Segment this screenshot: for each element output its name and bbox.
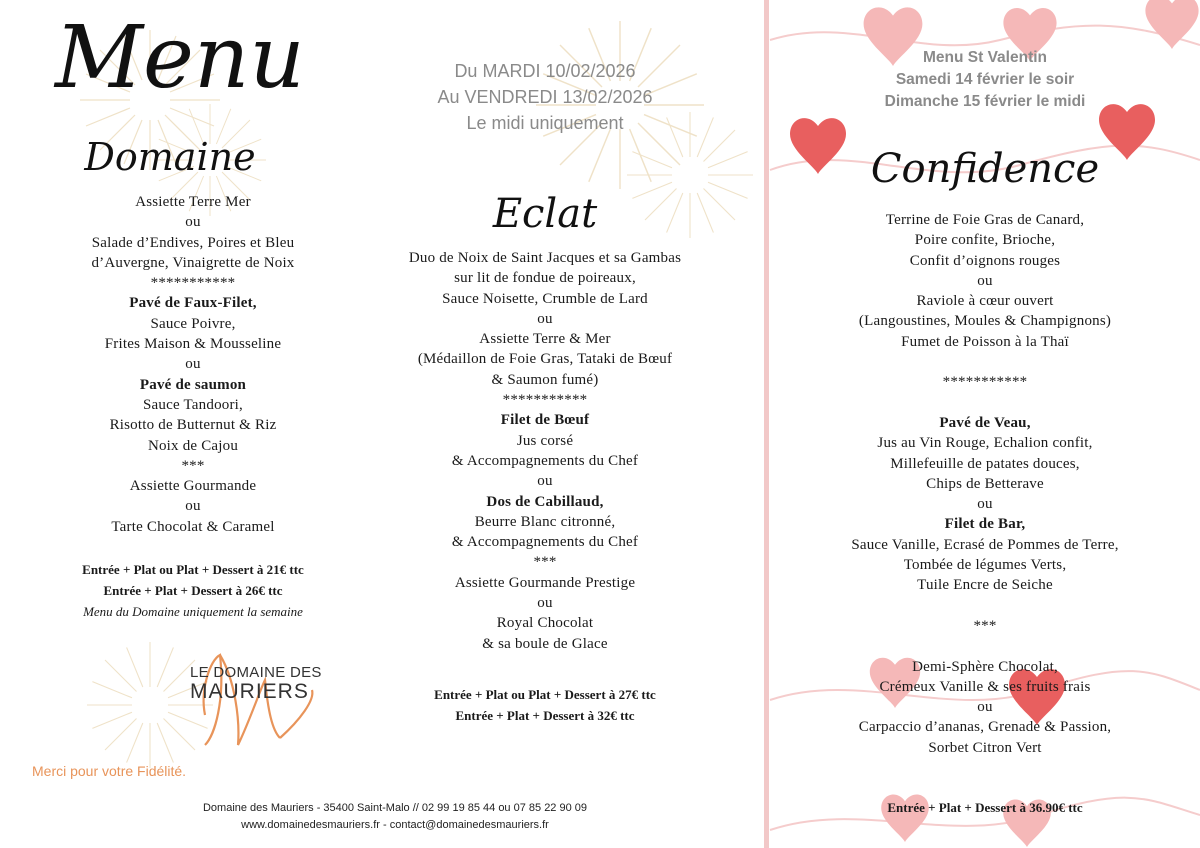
menu-item: *** — [533, 554, 557, 571]
menu-item: *********** — [942, 374, 1028, 391]
menu-item: ou — [537, 473, 553, 490]
eclat-title: Eclat — [492, 191, 598, 237]
footer — [100, 800, 690, 834]
menu-item: Pavé de saumon — [139, 376, 247, 393]
confidence-title: Confidence — [870, 146, 1100, 192]
menu-item: Dos de Cabillaud, — [486, 493, 604, 510]
menu-item: & Accompagnements du Chef — [451, 534, 639, 551]
menu-item: Salade d’Endives, Poires et Bleu — [91, 234, 295, 251]
brand-logo — [190, 664, 340, 704]
menu-title: Menu — [55, 8, 305, 108]
menu-item: & sa boule de Glace — [482, 635, 608, 652]
menu-item: Frites Maison & Mousseline — [104, 336, 282, 353]
valentine-saturday: Samedi 14 février le soir — [895, 71, 1075, 88]
menu-item: ou — [977, 272, 993, 289]
logo-line-2: MAURIERS — [190, 680, 309, 703]
menu-item: Carpaccio d’ananas, Grenade & Passion, — [858, 719, 1112, 736]
menu-item: Raviole à cœur ouvert — [916, 293, 1054, 310]
menu-item: Sauce Vanille, Ecrasé de Pommes de Terre, — [851, 536, 1119, 553]
footer-web: www.domainedesmauriers.fr - contact@domainedesmauriers.fr — [241, 819, 549, 831]
domaine-price-1: Entrée + Plat ou Plat + Dessert à 21€ ttc — [82, 562, 304, 577]
menu-item: ou — [185, 498, 201, 515]
menu-item: Assiette Gourmande Prestige — [454, 574, 636, 591]
menu-item — [770, 393, 1200, 413]
date-to: Au VENDREDI 13/02/2026 — [437, 87, 653, 107]
menu-item: (Langoustines, Moules & Champignons) — [858, 313, 1112, 330]
menu-item: Pavé de Faux-Filet, — [129, 295, 257, 312]
menu-item: Confit d’oignons rouges — [909, 252, 1061, 269]
menu-item: Demi-Sphère Chocolat, — [912, 658, 1058, 675]
menu-item: Chips de Betterave — [926, 475, 1044, 492]
menu-item: *** — [181, 457, 205, 474]
menu-item: Assiette Terre Mer — [135, 194, 251, 210]
menu-item: & Accompagnements du Chef — [451, 452, 639, 469]
menu-item: ou — [537, 310, 553, 327]
domaine-menu-list — [0, 192, 386, 537]
menu-item: Filet de Bœuf — [500, 412, 590, 429]
menu-item: Noix de Cajou — [147, 437, 239, 454]
menu-item: Risotto de Butternut & Riz — [109, 417, 277, 434]
menu-item: Terrine de Foie Gras de Canard, — [885, 212, 1085, 228]
logo-line-1: LE DOMAINE DES — [190, 664, 322, 681]
menu-item: Assiette Gourmande — [129, 478, 257, 495]
menu-item: *********** — [150, 275, 236, 292]
menu-item: ou — [185, 214, 201, 231]
menu-item: Tombée de légumes Verts, — [903, 557, 1067, 574]
thanks-text: Merci pour votre Fidélité. — [32, 763, 187, 779]
menu-item: Sorbet Citron Vert — [928, 739, 1042, 756]
menu-item: Assiette Terre & Mer — [479, 331, 611, 348]
menu-item: Tarte Chocolat & Caramel — [111, 518, 275, 535]
menu-item: Beurre Blanc citronné, — [474, 513, 616, 530]
menu-item: ou — [977, 699, 993, 716]
menu-item: Millefeuille de patates douces, — [890, 455, 1080, 472]
menu-item: & Saumon fumé) — [491, 371, 599, 388]
menu-item: *********** — [502, 392, 588, 409]
menu-item: Royal Chocolat — [496, 615, 594, 632]
date-from: Du MARDI 10/02/2026 — [454, 61, 636, 81]
column-divider — [764, 0, 769, 848]
menu-item: Sauce Noisette, Crumble de Lard — [442, 290, 648, 307]
eclat-price-2: Entrée + Plat + Dessert à 32€ ttc — [455, 708, 635, 723]
menu-item: ou — [185, 356, 201, 373]
confidence-menu-list — [770, 210, 1200, 758]
valentine-sunday: Dimanche 15 février le midi — [884, 93, 1086, 110]
menu-item: *** — [973, 617, 997, 634]
menu-item: Fumet de Poisson à la Thaï — [901, 333, 1069, 350]
menu-item — [770, 636, 1200, 656]
menu-item: Jus corsé — [516, 432, 574, 449]
menu-item: Sauce Poivre, — [150, 315, 236, 332]
menu-item: Poire confite, Brioche, — [914, 232, 1056, 249]
menu-item: Jus au Vin Rouge, Echalion confit, — [877, 435, 1093, 452]
menu-item: sur lit de fondue de poireaux, — [454, 270, 636, 287]
eclat-menu-list — [380, 248, 710, 654]
eclat-price-1: Entrée + Plat ou Plat + Dessert à 27€ ttc — [434, 687, 656, 702]
domaine-note: Menu du Domaine uniquement la semaine — [83, 604, 303, 619]
menu-item: Pavé de Veau, — [939, 414, 1031, 431]
menu-item: Crémeux Vanille & ses fruits frais — [879, 678, 1091, 695]
valentine-header: Menu St Valentin — [922, 49, 1047, 66]
menu-item: Duo de Noix de Saint Jacques et sa Gambas — [408, 250, 682, 266]
domaine-price-2: Entrée + Plat + Dessert à 26€ ttc — [103, 583, 283, 598]
domaine-title: Domaine — [84, 135, 256, 179]
confidence-price: Entrée + Plat + Dessert à 36.90€ ttc — [887, 800, 1083, 815]
menu-item — [770, 596, 1200, 616]
menu-item: Filet de Bar, — [944, 516, 1026, 533]
menu-item: ou — [977, 496, 993, 513]
menu-item — [770, 352, 1200, 372]
menu-item: ou — [537, 595, 553, 612]
menu-item: Sauce Tandoori, — [143, 396, 243, 413]
footer-address: Domaine des Mauriers - 35400 Saint-Malo // 02 99 19 85 44 ou 07 85 22 90 09 — [202, 802, 588, 814]
menu-item: d’Auvergne, Vinaigrette de Noix — [91, 254, 295, 271]
menu-item: (Médaillon de Foie Gras, Tataki de Bœuf — [417, 351, 673, 368]
menu-item: Tuile Encre de Seiche — [917, 577, 1053, 594]
date-note: Le midi uniquement — [466, 113, 624, 133]
